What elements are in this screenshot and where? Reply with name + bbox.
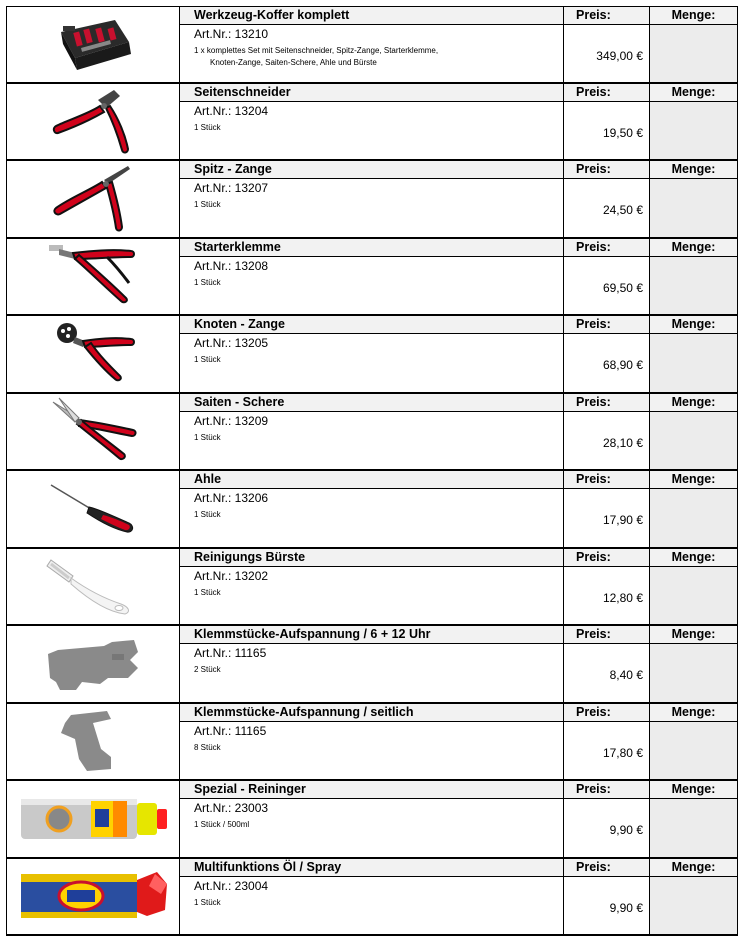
product-image-cell: [6, 549, 180, 625]
starter-clamp-icon: [45, 241, 141, 311]
product-description: 1 Stück: [194, 432, 221, 442]
table-row: [6, 781, 738, 859]
quantity-field[interactable]: [650, 781, 738, 857]
product-image-cell: [6, 704, 180, 780]
product-image-cell: [6, 781, 180, 857]
price-label: Preis:: [564, 859, 649, 877]
price-label: Preis:: [564, 704, 649, 722]
product-image-cell: [6, 239, 180, 315]
table-row: [6, 549, 738, 627]
table-row: [6, 471, 738, 549]
product-image-cell: [6, 316, 180, 392]
price-label: Preis:: [564, 781, 649, 799]
article-number: Art.Nr.: 23003: [194, 801, 269, 815]
table-row: [6, 394, 738, 472]
price-label: Preis:: [564, 84, 649, 102]
table-row: [6, 859, 738, 937]
table-row: [6, 84, 738, 162]
quantity-field[interactable]: [650, 84, 738, 160]
price-value: 9,90 €: [609, 900, 643, 915]
product-image-cell: [6, 394, 180, 470]
price-value: 24,50 €: [602, 203, 643, 217]
article-number: Art.Nr.: 13207: [194, 181, 269, 195]
price-label: Preis:: [564, 471, 649, 489]
awl-icon: [45, 479, 141, 539]
table-row: [6, 316, 738, 394]
quantity-field[interactable]: [650, 549, 738, 625]
quantity-field[interactable]: [650, 626, 738, 702]
article-number: Art.Nr.: 13205: [194, 336, 269, 350]
price-value: 17,90 €: [602, 513, 643, 527]
tool-case-icon: [53, 14, 133, 74]
table-row: [6, 626, 738, 704]
quantity-label: Menge:: [650, 316, 737, 334]
product-image-cell: [6, 626, 180, 702]
clamp-block-icon: [38, 632, 148, 696]
product-name: Reinigungs Bürste: [180, 549, 563, 567]
price-value: 12,80 €: [602, 590, 643, 605]
needle-nose-pliers-icon: [48, 164, 138, 234]
quantity-field[interactable]: [650, 239, 738, 315]
product-name: Saiten - Schere: [180, 394, 563, 412]
product-name: Knoten - Zange: [180, 316, 563, 334]
article-number: Art.Nr.: 13208: [194, 258, 269, 273]
product-name: Klemmstücke-Aufspannung / 6 + 12 Uhr: [180, 626, 563, 644]
article-number: Art.Nr.: 13209: [194, 413, 269, 428]
product-description: 1 Stück: [194, 510, 221, 519]
quantity-label: Menge:: [650, 549, 737, 567]
quantity-field[interactable]: [650, 704, 738, 780]
product-description: 1 Stück: [194, 122, 221, 132]
article-number: Art.Nr.: 13210: [194, 27, 269, 41]
product-image-cell: [6, 161, 180, 237]
product-name: Klemmstücke-Aufspannung / seitlich: [180, 704, 563, 722]
string-scissors-icon: [45, 396, 141, 466]
article-number: Art.Nr.: 23004: [194, 878, 269, 893]
product-name: Multifunktions Öl / Spray: [180, 859, 563, 877]
product-description: 1 Stück: [194, 355, 221, 364]
knot-pliers-icon: [45, 319, 141, 389]
product-table: [6, 6, 738, 936]
table-row: [6, 161, 738, 239]
product-description-cont: Knoten-Zange, Saiten-Schere, Ahle und Bürste: [210, 58, 377, 67]
quantity-field[interactable]: [650, 316, 738, 392]
quantity-field[interactable]: [650, 7, 738, 82]
quantity-field[interactable]: [650, 394, 738, 470]
price-label: Preis:: [564, 316, 649, 334]
cleaner-spray-can-icon: [15, 789, 171, 849]
price-value: 8,40 €: [609, 668, 643, 682]
product-image-cell: [6, 7, 180, 82]
price-value: 19,50 €: [602, 125, 643, 140]
price-label: Preis:: [564, 7, 649, 25]
product-description: 1 Stück: [194, 200, 221, 209]
product-description: 1 x komplettes Set mit Seitenschneider, Spitz-Zange, Starterklemme,: [194, 46, 439, 55]
quantity-field[interactable]: [650, 859, 738, 935]
product-image-cell: [6, 859, 180, 935]
article-number: Art.Nr.: 13206: [194, 491, 269, 505]
product-name: Spezial - Reininger: [180, 781, 563, 799]
quantity-label: Menge:: [650, 84, 737, 102]
cleaning-brush-icon: [45, 554, 141, 618]
article-number: Art.Nr.: 11165: [194, 723, 267, 738]
table-row: [6, 6, 738, 84]
price-label: Preis:: [564, 549, 649, 567]
price-value: 69,50 €: [602, 280, 643, 295]
product-description: 8 Stück: [194, 742, 221, 752]
quantity-label: Menge:: [650, 471, 737, 489]
quantity-label: Menge:: [650, 239, 737, 257]
side-clamp-icon: [53, 709, 133, 773]
price-label: Preis:: [564, 161, 649, 179]
product-description: 1 Stück / 500ml: [194, 820, 250, 829]
quantity-label: Menge:: [650, 704, 737, 722]
table-row: [6, 239, 738, 317]
price-value: 349,00 €: [596, 49, 643, 63]
product-image-cell: [6, 84, 180, 160]
table-row: [6, 704, 738, 782]
price-label: Preis:: [564, 394, 649, 412]
product-name: Werkzeug-Koffer komplett: [180, 7, 563, 25]
quantity-label: Menge:: [650, 7, 737, 25]
product-name: Spitz - Zange: [180, 161, 563, 179]
price-label: Preis:: [564, 239, 649, 257]
quantity-label: Menge:: [650, 626, 737, 644]
quantity-field[interactable]: [650, 161, 738, 237]
oil-spray-can-icon: [15, 864, 171, 928]
article-number: Art.Nr.: 13204: [194, 103, 269, 118]
product-name: Seitenschneider: [180, 84, 563, 102]
quantity-label: Menge:: [650, 781, 737, 799]
product-description: 1 Stück: [194, 587, 221, 597]
side-cutter-icon: [48, 86, 138, 156]
quantity-label: Menge:: [650, 394, 737, 412]
quantity-label: Menge:: [650, 161, 737, 179]
product-description: 1 Stück: [194, 277, 221, 287]
price-value: 9,90 €: [609, 823, 643, 837]
product-description: 2 Stück: [194, 665, 221, 674]
quantity-label: Menge:: [650, 859, 737, 877]
price-value: 28,10 €: [602, 435, 643, 450]
article-number: Art.Nr.: 11165: [194, 646, 267, 660]
product-image-cell: [6, 471, 180, 547]
price-label: Preis:: [564, 626, 649, 644]
product-name: Ahle: [180, 471, 563, 489]
article-number: Art.Nr.: 13202: [194, 568, 269, 583]
quantity-field[interactable]: [650, 471, 738, 547]
price-value: 68,90 €: [602, 358, 643, 372]
price-value: 17,80 €: [602, 745, 643, 760]
product-name: Starterklemme: [180, 239, 563, 257]
product-description: 1 Stück: [194, 897, 221, 907]
